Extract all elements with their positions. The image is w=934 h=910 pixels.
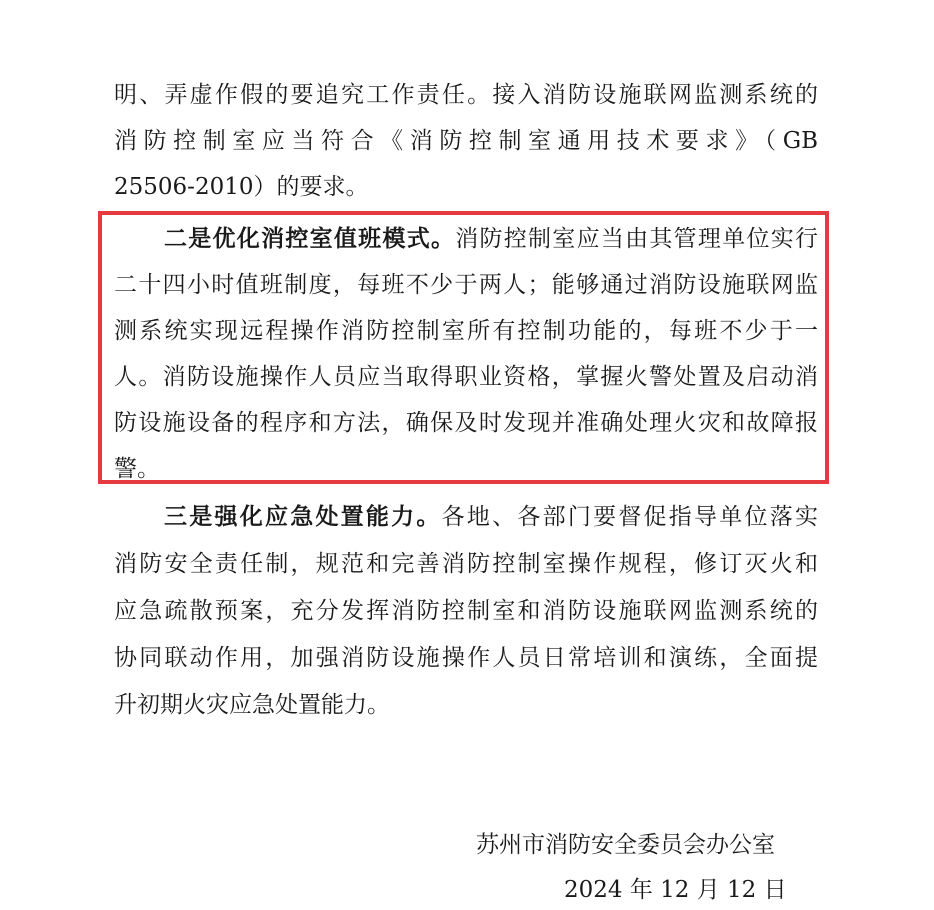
paragraph3-heading: 三是强化应急处置能力。 — [164, 504, 442, 530]
paragraph2-line-4: 人。消防设施操作人员应当取得职业资格，掌握火警处置及启动消 — [114, 364, 818, 390]
paragraph3-line-2: 消防安全责任制，规范和完善消防控制室操作规程，修订灭火和 — [114, 551, 818, 577]
paragraph1-line-3: 25506-2010）的要求。 — [114, 174, 369, 200]
paragraph2-line-5: 防设施设备的程序和方法，确保及时发现并准确处理火灾和故障报 — [114, 410, 818, 436]
paragraph2-line-3: 测系统实现远程操作消防控制室所有控制功能的，每班不少于一 — [114, 318, 818, 344]
paragraph3-line-5: 升初期火灾应急处置能力。 — [114, 692, 390, 718]
paragraph3-line-3: 应急疏散预案，充分发挥消防控制室和消防设施联网监测系统的 — [114, 598, 818, 624]
paragraph2-heading: 二是优化消控室值班模式。 — [164, 226, 456, 252]
paragraph3-line-1-text: 各地、各部门要督促指导单位落实 — [441, 504, 819, 530]
paragraph2-line-6: 警。 — [114, 456, 160, 482]
paragraph3-line-1 — [164, 494, 818, 540]
paragraph2-line-2: 二十四小时值班制度，每班不少于两人；能够通过消防设施联网监 — [114, 272, 818, 298]
signature-organization: 苏州市消防安全委员会办公室 — [476, 832, 775, 858]
paragraph3-line-4: 协同联动作用，加强消防设施操作人员日常培训和演练，全面提 — [114, 645, 818, 671]
paragraph2-line-1 — [164, 216, 818, 262]
paragraph1-line-2: 消防控制室应当符合《消防控制室通用技术要求》（GB — [114, 128, 818, 154]
signature-date: 2024 年 12 月 12 日 — [564, 877, 787, 903]
paragraph1-line-1: 明、弄虚作假的要追究工作责任。接入消防设施联网监测系统的 — [114, 82, 818, 108]
paragraph2-line-1-text: 消防控制室应当由其管理单位实行 — [455, 226, 819, 252]
